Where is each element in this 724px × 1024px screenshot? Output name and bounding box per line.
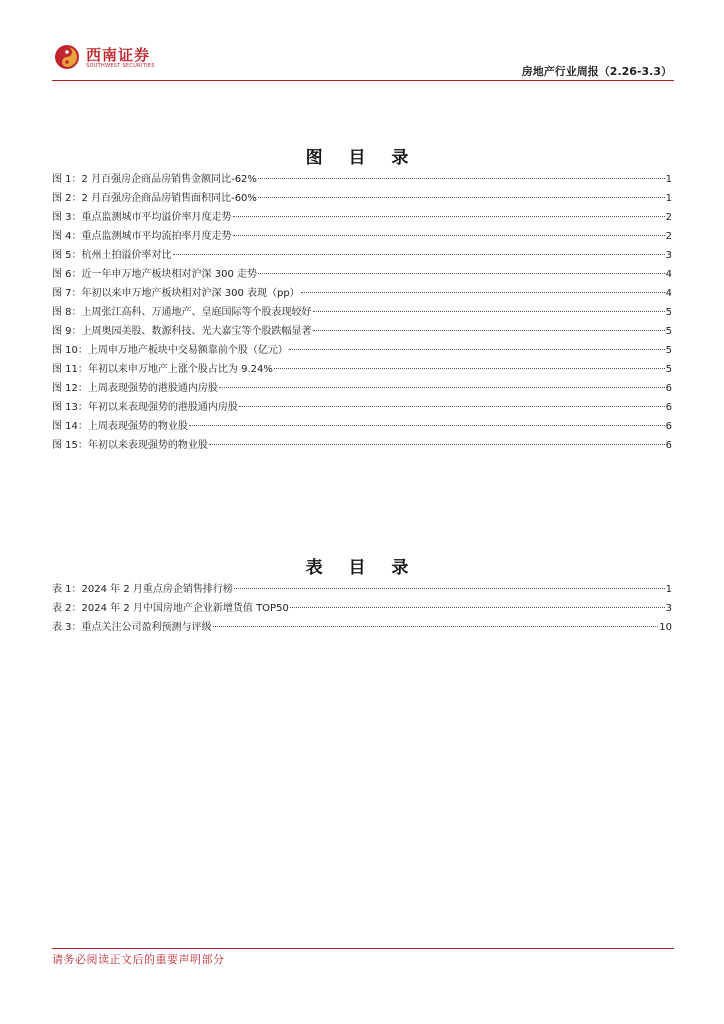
figure-toc-entry[interactable]: [52, 246, 672, 265]
figure-toc-entry-label: 图 14：上周表现强势的物业股: [52, 421, 188, 432]
figure-toc-entry[interactable]: [52, 189, 672, 208]
figure-toc-entry-page: 2: [665, 212, 672, 223]
figure-toc-entry-label: 图 10：上周申万地产板块中交易额靠前个股（亿元）: [52, 345, 288, 356]
tables-toc-list: [52, 580, 672, 637]
dot-leader: [173, 254, 665, 255]
dot-leader: [233, 216, 665, 217]
dot-leader: [209, 444, 665, 445]
table-toc-entry[interactable]: [52, 599, 672, 618]
page-header: [0, 0, 724, 82]
figure-toc-entry-page: 6: [665, 402, 672, 413]
figure-toc-entry[interactable]: [52, 436, 672, 455]
table-toc-entry[interactable]: [52, 580, 672, 599]
footer-disclaimer: 请务必阅读正文后的重要声明部分: [52, 953, 225, 966]
table-toc-entry[interactable]: [52, 618, 672, 637]
figure-toc-entry[interactable]: [52, 227, 672, 246]
dot-leader: [234, 588, 665, 589]
figures-toc-title: 图 目 录: [305, 148, 419, 169]
figure-toc-entry-label: 图 15：年初以来表现强势的物业股: [52, 440, 208, 451]
figures-toc-list: [52, 170, 672, 455]
figure-toc-entry[interactable]: [52, 360, 672, 379]
figure-toc-entry-page: 6: [665, 383, 672, 394]
dot-leader: [290, 607, 665, 608]
table-toc-entry-page: 10: [659, 622, 672, 633]
dot-leader: [289, 349, 665, 350]
dot-leader: [274, 368, 665, 369]
logo-text-en: SOUTHWEST SECURITIES: [86, 63, 155, 69]
figure-toc-entry[interactable]: [52, 322, 672, 341]
figure-toc-entry-label: 图 7：年初以来申万地产板块相对沪深 300 表现（pp）: [52, 288, 300, 299]
dot-leader: [258, 197, 665, 198]
dot-leader: [258, 178, 665, 179]
dot-leader: [239, 406, 665, 407]
figure-toc-entry-page: 5: [665, 364, 672, 375]
tables-toc-title: 表 目 录: [305, 558, 419, 579]
figure-toc-entry[interactable]: [52, 284, 672, 303]
footer-divider: [52, 948, 674, 949]
dot-leader: [213, 626, 659, 627]
dot-leader: [313, 330, 665, 331]
figure-toc-entry-page: 3: [665, 250, 672, 261]
figure-toc-entry[interactable]: [52, 303, 672, 322]
figure-toc-entry-label: 图 2：2 月百强房企商品房销售面积同比-60%: [52, 193, 257, 204]
company-logo: [54, 44, 155, 74]
figure-toc-entry[interactable]: [52, 341, 672, 360]
figure-toc-entry[interactable]: [52, 379, 672, 398]
figure-toc-entry[interactable]: [52, 170, 672, 189]
figure-toc-entry[interactable]: [52, 398, 672, 417]
table-toc-entry-label: 表 2：2024 年 2 月中国房地产企业新增货值 TOP50: [52, 603, 289, 614]
figure-toc-entry-page: 4: [665, 288, 672, 299]
figure-toc-entry-label: 图 6：近一年申万地产板块相对沪深 300 走势: [52, 269, 257, 280]
figure-toc-entry[interactable]: [52, 417, 672, 436]
figure-toc-entry-label: 图 1：2 月百强房企商品房销售金额同比-62%: [52, 174, 257, 185]
figure-toc-entry-page: 5: [665, 307, 672, 318]
report-title: 房地产行业周报（2.26-3.3）: [521, 65, 672, 78]
figure-toc-entry-page: 4: [665, 269, 672, 280]
table-toc-entry-page: 1: [665, 584, 672, 595]
figure-toc-entry-page: 2: [665, 231, 672, 242]
dot-leader: [258, 273, 665, 274]
figure-toc-entry-label: 图 3：重点监测城市平均溢价率月度走势: [52, 212, 232, 223]
logo-text-cn: 西南证券: [86, 46, 151, 64]
figure-toc-entry-label: 图 13：年初以来表现强势的港股通内房股: [52, 402, 238, 413]
table-toc-entry-label: 表 3：重点关注公司盈利预测与评级: [52, 622, 212, 633]
figure-toc-entry-page: 6: [665, 421, 672, 432]
figure-toc-entry-label: 图 4：重点监测城市平均流拍率月度走势: [52, 231, 232, 242]
header-divider: [52, 80, 674, 81]
table-toc-entry-page: 3: [665, 603, 672, 614]
figure-toc-entry-label: 图 8：上周张江高科、万通地产、皇庭国际等个股表现较好: [52, 307, 312, 318]
figure-toc-entry-label: 图 11：年初以来申万地产上涨个股占比为 9.24%: [52, 364, 273, 375]
figure-toc-entry[interactable]: [52, 208, 672, 227]
dot-leader: [219, 387, 665, 388]
logo-emblem-icon: [54, 44, 80, 70]
dot-leader: [233, 235, 665, 236]
table-toc-entry-label: 表 1：2024 年 2 月重点房企销售排行榜: [52, 584, 233, 595]
figure-toc-entry-label: 图 9：上周奥园美股、数源科技、光大嘉宝等个股跌幅显著: [52, 326, 312, 337]
figure-toc-entry-page: 5: [665, 345, 672, 356]
figure-toc-entry-label: 图 5：杭州土拍溢价率对比: [52, 250, 172, 261]
figure-toc-entry-page: 6: [665, 440, 672, 451]
dot-leader: [313, 311, 665, 312]
dot-leader: [301, 292, 665, 293]
figure-toc-entry[interactable]: [52, 265, 672, 284]
figure-toc-entry-label: 图 12：上周表现强势的港股通内房股: [52, 383, 218, 394]
figure-toc-entry-page: 1: [665, 174, 672, 185]
figure-toc-entry-page: 5: [665, 326, 672, 337]
dot-leader: [189, 425, 665, 426]
figure-toc-entry-page: 1: [665, 193, 672, 204]
